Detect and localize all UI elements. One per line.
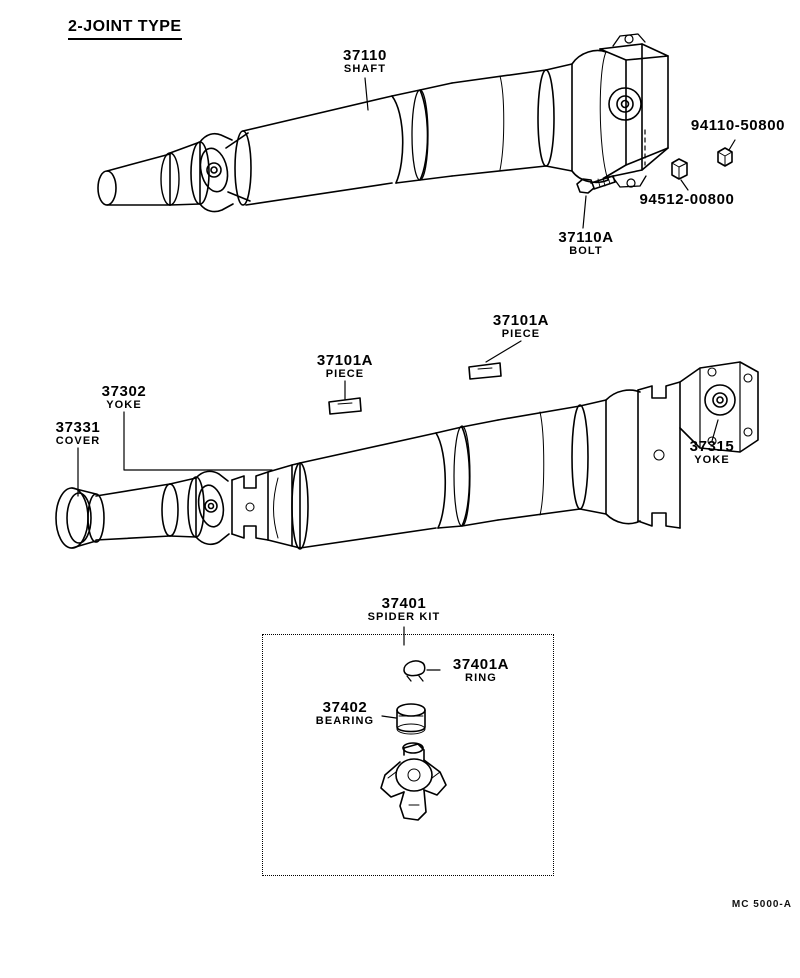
part-label-37331: 37331 COVER: [55, 419, 101, 447]
piece-37101a-left: [329, 398, 361, 414]
part-label-37110: 37110 SHAFT: [343, 47, 387, 75]
washer-94110-50800: [718, 148, 732, 166]
part-label-37110a: 37110A BOLT: [558, 229, 614, 257]
page-title: 2-JOINT TYPE: [68, 18, 182, 40]
diagram-footnote: MC 5000-A: [731, 899, 792, 910]
part-label-37101a-right: 37101A PIECE: [492, 312, 550, 340]
bolt-37110a: [577, 176, 615, 193]
part-label-37401a: 37401A RING: [452, 656, 510, 684]
part-label-37401: 37401 SPIDER KIT: [367, 595, 441, 623]
part-label-94512-00800: 94512-00800: [639, 191, 735, 208]
nut-94512-00800: [672, 159, 687, 179]
piece-37101a-right: [469, 363, 501, 379]
part-label-94110-50800: 94110-50800: [690, 117, 786, 134]
part-label-37402: 37402 BEARING: [315, 699, 375, 727]
part-label-37302: 37302 YOKE: [101, 383, 147, 411]
part-label-37101a-left: 37101A PIECE: [316, 352, 374, 380]
part-label-37315: 37315 YOKE: [689, 438, 735, 466]
middle-leaders: [78, 341, 718, 496]
